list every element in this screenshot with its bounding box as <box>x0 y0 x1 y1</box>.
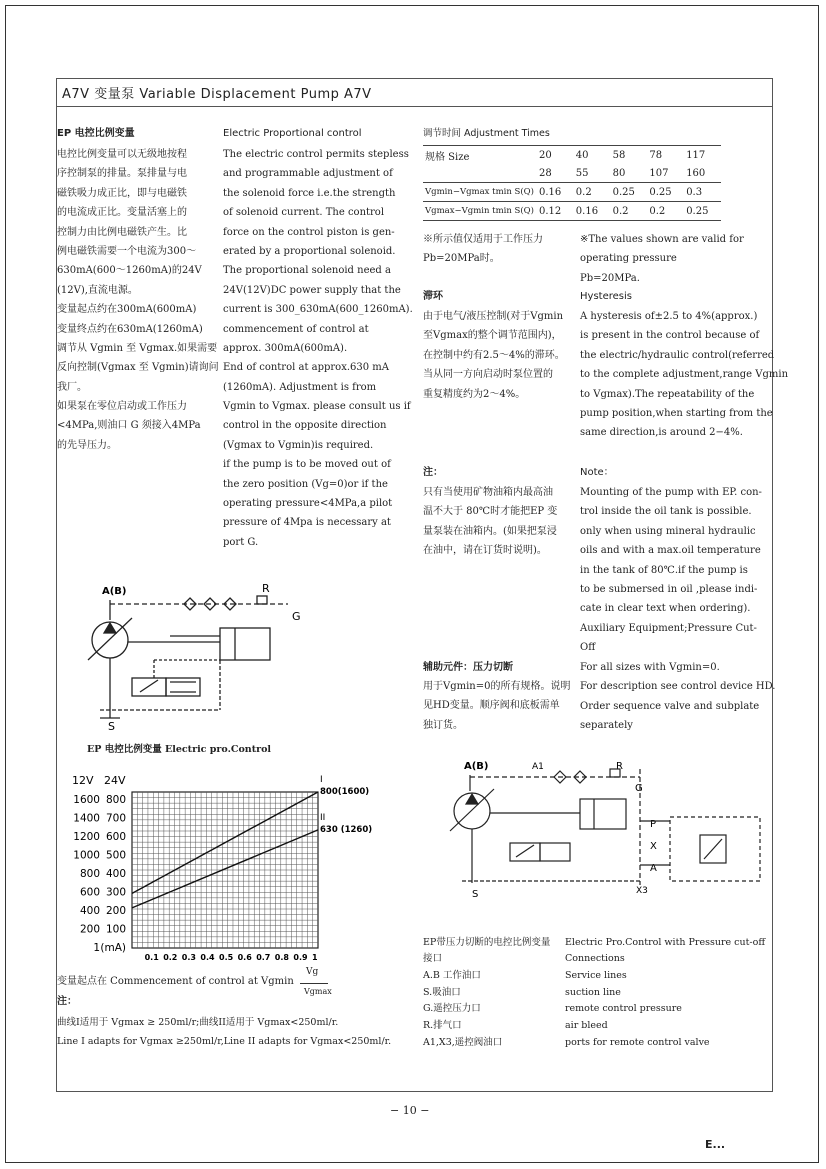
label-ab: A(B) <box>102 586 127 597</box>
time-cell: 0.25 <box>611 183 648 202</box>
note-text-en <box>580 483 762 658</box>
label-x: X <box>650 841 657 852</box>
col1-heading: EP 电控比例变量 <box>57 128 135 139</box>
y-tick-24v: 300 <box>105 886 126 899</box>
text-line: End of control at approx.630 mA <box>223 362 389 374</box>
x-tick: 0.5 <box>219 953 234 962</box>
time-cell: 0.12 <box>537 202 574 221</box>
text-line: 调节从 Vgmin 至 Vgmax.如果需要 <box>57 342 218 354</box>
text-line: 反向控制(Vgmax 至 Vgmin)请询问 <box>57 362 219 374</box>
text-line: Pb=20MPa时。 <box>423 253 500 265</box>
text-line: 在油中，请在订货时说明)。 <box>423 545 547 557</box>
text-line: 重复精度约为2～4%。 <box>423 388 526 400</box>
text-line: Mounting of the pump with EP. con- <box>580 487 762 498</box>
text-line: of solenoid current. The control <box>223 207 385 219</box>
adj-note-en <box>580 230 744 288</box>
corner-mark: E... <box>705 1138 726 1151</box>
x-tick: 1 <box>312 953 318 962</box>
label-g: G <box>292 610 301 623</box>
time-cell: 0.2 <box>611 202 648 221</box>
text-line: separately <box>580 720 633 732</box>
note-text-cn <box>423 483 557 561</box>
text-line: 至Vgmax的整个调节范围内)， <box>423 330 562 342</box>
series-name: II <box>320 812 326 823</box>
text-line: 的电流成正比。变量活塞上的 <box>57 207 187 219</box>
y-tick-12v: 200 <box>79 923 100 936</box>
pressure-cutoff-circuit-diagram <box>440 755 770 905</box>
text-line: approx. 300mA(600mA). <box>223 342 348 354</box>
time-cell: 0.2 <box>574 183 611 202</box>
hyst-text-cn <box>423 307 565 404</box>
size-cell: 117 <box>684 146 721 165</box>
text-line: and programmable adjustment of <box>223 168 393 180</box>
text-line: if the pump is to be moved out of <box>223 459 391 471</box>
text-line: pump position,when starting from the <box>580 407 773 419</box>
series-line-II <box>132 830 318 908</box>
text-line: oils and with a max.oil temperature <box>580 545 761 557</box>
chart-foot-start: 变量起点在 Commencement of control at Vgmin <box>57 976 294 987</box>
text-line: 量泵装在油箱内。(如果把泵浸 <box>423 525 557 537</box>
y-tick-24v: 800 <box>105 794 126 806</box>
size-label: 规格 Size <box>423 146 537 165</box>
y-header-24v: 24V <box>104 774 126 787</box>
col2-text <box>223 145 413 552</box>
text-line: 序控制泵的排量。泵排量与电 <box>57 168 187 180</box>
label-a: A <box>650 863 657 874</box>
text-line: 由于电气/液压控制(对于Vgmin <box>423 311 564 322</box>
connection-en: Connections <box>565 953 625 964</box>
frac-num: Vg <box>306 967 319 977</box>
text-line: A hysteresis of±2.5 to 4%(approx.) <box>580 311 758 322</box>
note-heading-en: Note： <box>580 467 614 478</box>
connection-cn: G.遥控压力口 <box>423 1003 481 1015</box>
series-name: I <box>320 775 323 785</box>
chart-foot-line-en: Line I adapts for Vgmax ≥250ml/r,Line II adapts for Vgmax<250ml/r. <box>57 1036 392 1047</box>
time-cell: 0.3 <box>684 183 721 202</box>
connections-cn <box>423 951 502 1052</box>
text-line: 变量起点约在300mA(600mA) <box>57 304 197 316</box>
label-x3: X3 <box>636 886 648 896</box>
time-cell: 0.25 <box>647 183 684 202</box>
adj-note-cn <box>423 230 543 269</box>
text-line: 在控制中约有2.5～4%的滞环。 <box>423 349 565 361</box>
y-tick-24v: (mA) <box>100 942 126 954</box>
size-cell: 80 <box>611 164 648 183</box>
y-tick-24v: 200 <box>105 905 126 917</box>
text-line: force on the control piston is gen- <box>223 226 395 238</box>
conn-title-en: Electric Pro.Control with Pressure cut-off <box>565 937 766 948</box>
text-line: 我厂。 <box>57 381 87 393</box>
text-line: 的先导压力。 <box>57 439 117 451</box>
text-line: the solenoid force i.e.the strength <box>223 187 396 199</box>
time-cell: 0.2 <box>647 202 684 221</box>
text-line: the zero position (Vg=0)or if the <box>223 478 388 490</box>
y-tick-24v: 500 <box>105 849 126 862</box>
text-line: to Vgmax).The repeatability of the <box>580 388 755 400</box>
text-line: The proportional solenoid need a <box>223 265 391 277</box>
text-line: commencement of control at <box>223 323 369 335</box>
title-bar <box>56 78 773 107</box>
text-line: to be submersed in oil ,please indi- <box>580 583 758 595</box>
text-line: 630mA(600～1260mA)的24V <box>57 265 202 277</box>
y-tick-12v: 1400 <box>73 812 100 825</box>
text-line: For all sizes with Vgmin=0. <box>580 662 720 673</box>
text-line: is present in the control because of <box>580 330 760 342</box>
text-line: 独订货。 <box>423 719 463 731</box>
adj-heading: 调节时间 Adjustment Times <box>423 128 550 139</box>
y-header-12v: 12V <box>72 774 94 787</box>
y-tick-24v: 100 <box>105 923 126 936</box>
text-line: 例电磁铁需要一个电流为300～ <box>57 245 197 257</box>
text-line: in the tank of 80℃.if the pump is <box>580 564 748 576</box>
time-cell: 0.25 <box>684 202 721 221</box>
size-cell: 20 <box>537 146 574 165</box>
text-line: current is 300_630mA(600_1260mA). <box>223 304 413 316</box>
label-g2: G <box>635 783 643 794</box>
connection-cn: A1,X3,遥控阀油口 <box>423 1036 503 1048</box>
y-tick-24v: 700 <box>105 812 126 825</box>
text-line: 如果泵在零位启动或工作压力 <box>57 401 187 413</box>
size-cell: 28 <box>537 164 574 183</box>
y-tick-12v: 1000 <box>73 849 100 862</box>
text-line: Auxiliary Equipment;Pressure Cut- <box>580 622 757 634</box>
aux-text-cn <box>423 677 571 735</box>
x-tick: 0.7 <box>256 953 271 962</box>
size-cell: 160 <box>684 164 721 183</box>
size-cell: 78 <box>647 146 684 165</box>
ep-control-circuit-diagram <box>70 580 330 740</box>
series-end-label: 630 (1260) <box>320 824 373 835</box>
text-line: cate in clear text when ordering). <box>580 603 751 615</box>
text-line: only when using mineral hydraulic <box>580 525 756 537</box>
text-line: operating pressure <box>580 253 677 265</box>
aux-text-en <box>580 658 776 736</box>
series-line-I <box>132 792 318 893</box>
text-line: trol inside the oil tank is possible. <box>580 506 752 518</box>
text-line: 当从同一方向启动时泵位置的 <box>423 369 553 381</box>
label-s2: S <box>472 889 479 900</box>
text-line: control in the opposite direction <box>223 420 387 432</box>
chart-series <box>132 775 372 908</box>
y-tick-12v: 1600 <box>73 794 100 806</box>
text-line: Pb=20MPa. <box>580 272 640 284</box>
size-cell: 40 <box>574 146 611 165</box>
aux-heading-cn: 辅助元件：压力切断 <box>423 662 513 673</box>
text-line: to the complete adjustment,range Vgmin <box>580 369 789 381</box>
row2-label: Vgmax−Vgmin tmin S(Q) <box>423 202 537 221</box>
text-line: 24V(12V)DC power supply that the <box>223 284 401 296</box>
text-line: 用于Vgmin=0的所有规格。说明 <box>423 681 571 692</box>
text-line: 磁铁吸力成正比，即与电磁铁 <box>57 187 187 199</box>
text-line: (1260mA). Adjustment is from <box>223 381 377 393</box>
text-line: Off <box>580 642 596 654</box>
current-displacement-chart <box>56 770 386 970</box>
x-tick: 0.6 <box>237 953 252 962</box>
text-line: the electric/hydraulic control(referred <box>580 349 775 361</box>
x-tick: 0.1 <box>144 953 159 962</box>
size-cell: 58 <box>611 146 648 165</box>
text-line: 控制力由比例电磁铁产生。比 <box>57 226 187 238</box>
connection-en: Service lines <box>565 969 627 981</box>
size-cell: 107 <box>647 164 684 183</box>
text-line: Order sequence valve and subplate <box>580 700 760 712</box>
label-s: S <box>108 720 115 733</box>
text-line: (Vgmax to Vgmin)is required. <box>223 439 374 451</box>
text-line: operating pressure<4MPa,a pilot <box>223 498 393 510</box>
conn-title-cn: EP带压力切断的电控比例变量 <box>423 937 551 948</box>
x-tick: 0.2 <box>163 953 178 962</box>
page-number: − 10 − <box>390 1104 430 1117</box>
connection-en: suction line <box>565 986 621 998</box>
label-r: R <box>262 582 270 595</box>
y-tick-24v: 400 <box>105 868 126 880</box>
col1-text <box>57 145 219 455</box>
text-line: The electric control permits stepless <box>223 149 409 160</box>
connection-cn: S.吸油口 <box>423 986 461 998</box>
connection-en: ports for remote control valve <box>565 1036 710 1048</box>
adjustment-table <box>423 145 721 221</box>
x-tick: 0.4 <box>200 953 215 962</box>
connection-cn: A.B 工作油口 <box>423 969 481 981</box>
x-tick: 0.8 <box>274 953 289 962</box>
text-line: 见HD变量。顺序阀和底板需单 <box>423 700 560 712</box>
x-tick: 0.3 <box>181 953 196 962</box>
frac-den: Vgmax <box>304 987 332 996</box>
hyst-text-en <box>580 307 788 443</box>
x-tick: 0.9 <box>293 953 308 962</box>
size-cell: 55 <box>574 164 611 183</box>
diagram1-caption: EP 电控比例变量 Electric pro.Control <box>87 744 272 755</box>
y-tick-12v: 600 <box>79 886 100 899</box>
note-heading-cn: 注： <box>423 467 443 478</box>
label-ab2: A(B) <box>464 761 489 772</box>
text-line: erated by a proportional solenoid. <box>223 245 396 257</box>
chart-foot-line-cn: 曲线I适用于 Vgmax ≥ 250ml/r;曲线II适用于 Vgmax<250ml/r. <box>57 1017 339 1028</box>
connection-cn: 接口 <box>423 953 443 964</box>
time-cell: 0.16 <box>537 183 574 202</box>
text-line: 电控比例变量可以无级地按程 <box>57 149 187 160</box>
text-line: 变量终点约在630mA(1260mA) <box>57 323 203 335</box>
connection-en: air bleed <box>565 1020 608 1032</box>
y-tick-12v: 1 <box>93 942 100 954</box>
row1-label: Vgmin−Vgmax tmin S(Q) <box>423 183 537 202</box>
hyst-heading-cn: 滞环 <box>423 291 443 302</box>
y-tick-24v: 600 <box>105 831 126 843</box>
chart-grid <box>132 792 318 948</box>
connections-en <box>565 951 710 1052</box>
text-line: pressure of 4Mpa is necessary at <box>223 517 391 529</box>
text-line: Vgmin to Vgmax. please consult us if <box>223 401 411 413</box>
text-line: ※所示值仅适用于工作压力 <box>423 234 543 245</box>
series-end-label: 800(1600) <box>320 787 370 797</box>
text-line: <4MPa,则油口 G 须接入4MPa <box>57 420 201 432</box>
y-tick-12v: 400 <box>79 905 100 917</box>
text-line: 温不大于 80℃时才能把EP 变 <box>423 506 558 518</box>
label-a1: A1 <box>532 762 544 772</box>
page-title: A7V 变量泵 Variable Displacement Pump A7V <box>62 87 372 102</box>
connection-en: remote control pressure <box>565 1003 682 1015</box>
connection-cn: R.排气口 <box>423 1020 462 1032</box>
text-line: 只有当使用矿物油箱内最高油 <box>423 487 553 498</box>
text-line: (12V),直流电源。 <box>57 284 138 296</box>
col2-heading: Electric Proportional control <box>223 128 362 139</box>
text-line: same direction,is around 2−4%. <box>580 427 743 439</box>
text-line: For description see control device HD. <box>580 681 776 693</box>
time-cell: 0.16 <box>574 202 611 221</box>
label-r2: R <box>616 761 623 772</box>
y-tick-12v: 800 <box>79 868 100 880</box>
text-line: ※The values shown are valid for <box>580 234 744 245</box>
chart-foot-note-head: 注： <box>57 996 77 1007</box>
hyst-heading-en: Hysteresis <box>580 291 632 302</box>
label-p: P <box>650 819 657 830</box>
text-line: port G. <box>223 536 259 548</box>
y-tick-12v: 1200 <box>73 831 100 843</box>
